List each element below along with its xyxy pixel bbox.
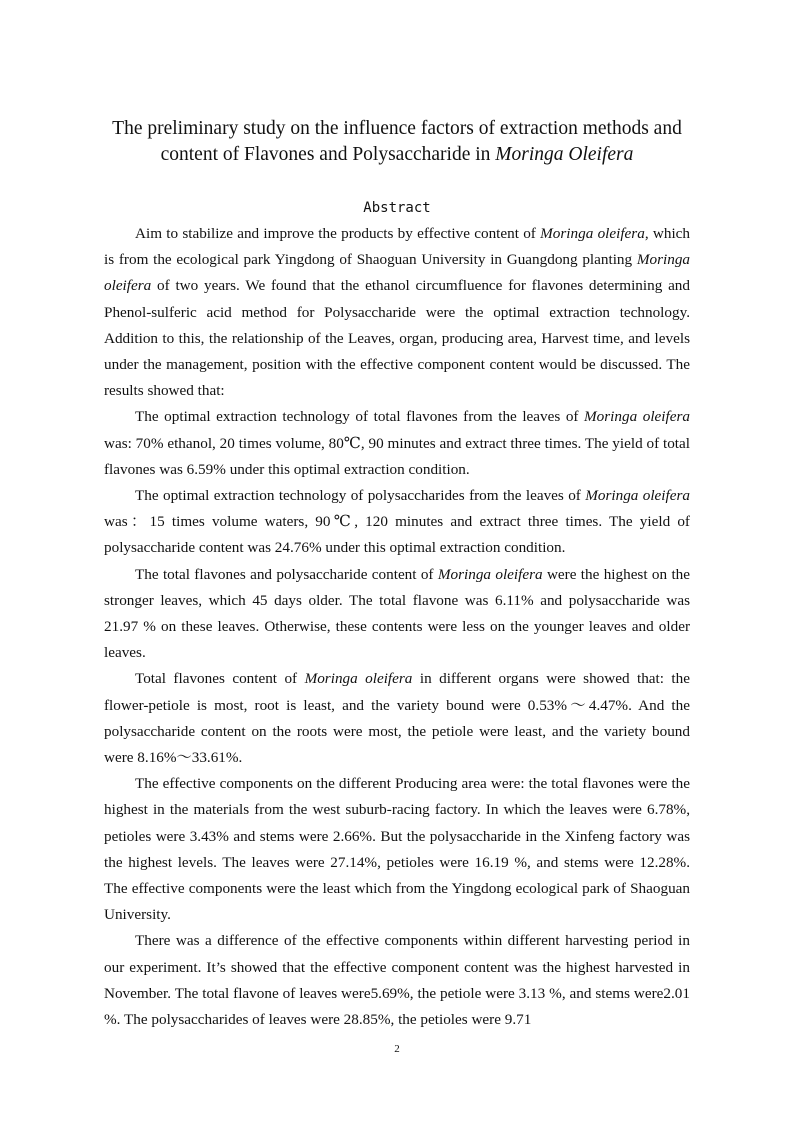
species-name-italic: Moringa oleifera — [437, 565, 543, 583]
paragraph-text: was: 70% ethanol, 20 times volume, 80℃, 90 minutes and extract three times. The yield of total flavones was 6.59% under this optimal extraction condition. — [104, 434, 690, 478]
abstract-paragraph — [104, 404, 690, 483]
paragraph-text: The total flavones and polysaccharide content of — [135, 565, 438, 583]
abstract-paragraph — [104, 483, 690, 562]
abstract-paragraph — [104, 928, 690, 1033]
paragraph-text: in different organs were showed that: the flower-petiole is most, root is least, and the variety bound were 0.53%～4.47%. And the polysaccharide content on the roots were most, the petiole were least, and the variety bound were 8.16%～33.61%. — [104, 670, 690, 767]
abstract-body — [104, 221, 690, 1033]
paragraph-text: 15 times volume waters, 90℃, 120 minutes and extract three times. The yield of polysaccharide content was 24.76% under this optimal extraction condition. — [104, 513, 690, 557]
species-name-italic: Moringa oleifera — [540, 225, 645, 242]
title-line-2 — [90, 142, 704, 168]
paragraph-text: , which is from the ecological park Yingdong of Shaoguan University in Guangdong planting — [104, 225, 690, 269]
paragraph-text: There was a difference of the effective components within different harvesting period in our experiment. It’s showed that the effective component content was the highest harvested in November. The total flavone of leaves were5.69%, the petiole were 3.13 %, and stems were2.01 %. The polysaccharides of leaves were 28.85%, the petioles were 9.71 — [104, 932, 690, 1029]
paragraph-text: The optimal extraction technology of polysaccharides from the leaves of — [135, 487, 586, 505]
paragraph-text: The optimal extraction technology of total flavones from the leaves of — [135, 408, 585, 426]
title-species-name: Moringa Oleifera — [495, 144, 634, 165]
paragraph-text: Total flavones content of — [135, 670, 305, 688]
paragraph-text: were the highest on the stronger leaves, which 45 days older. The total flavone was 6.11% and polysaccharide was 21.97 % on these leaves. Otherwise, these contents were less on the younger leaves and older leaves. — [104, 565, 690, 662]
species-name-italic: Moringa oleifera — [304, 670, 413, 688]
species-name-italic: Moringa oleifera — [585, 487, 690, 505]
abstract-paragraph — [104, 771, 690, 928]
paragraph-text: The effective components on the different Producing area were: the total flavones were the highest in the materials from the west suburb-racing factory. In which the leaves were 6.78%, petioles were 3.43% and stems were 2.66%. But the polysaccharide in the Xinfeng factory was the highest levels. The leaves were 27.14%, petioles were 16.19 %, and stems were 12.28%. The effective components were the least which from the Yingdong ecological park of Shaoguan University. — [104, 775, 690, 924]
abstract-paragraph — [104, 562, 690, 667]
paragraph-text: was： — [104, 513, 150, 531]
paragraph-text: of two years. We found that the ethanol circumfluence for flavones determining and Phenol-sulferic acid method for Polysaccharide were the optimal extraction technology. Addition to this, the relationship of the Leaves, organ, producing area, Harvest time, and levels under the management, position with the effective component content would be discussed. The results showed that: — [104, 277, 690, 400]
title-line-1: The preliminary study on the influence factors of extraction methods and — [112, 118, 682, 139]
title-line-2-text: content of Flavones and Polysaccharide in — [160, 144, 496, 165]
paper-title — [90, 116, 704, 168]
abstract-paragraph — [104, 666, 690, 771]
paragraph-text: Aim to stabilize and improve the products by effective content of — [135, 225, 541, 242]
abstract-heading: Abstract — [363, 200, 431, 216]
page-number: 2 — [394, 1043, 400, 1055]
species-name-italic: Moringa oleifera — [584, 408, 690, 426]
species-name-italic: Moringa oleifera — [104, 251, 690, 295]
abstract-paragraph — [104, 221, 690, 404]
